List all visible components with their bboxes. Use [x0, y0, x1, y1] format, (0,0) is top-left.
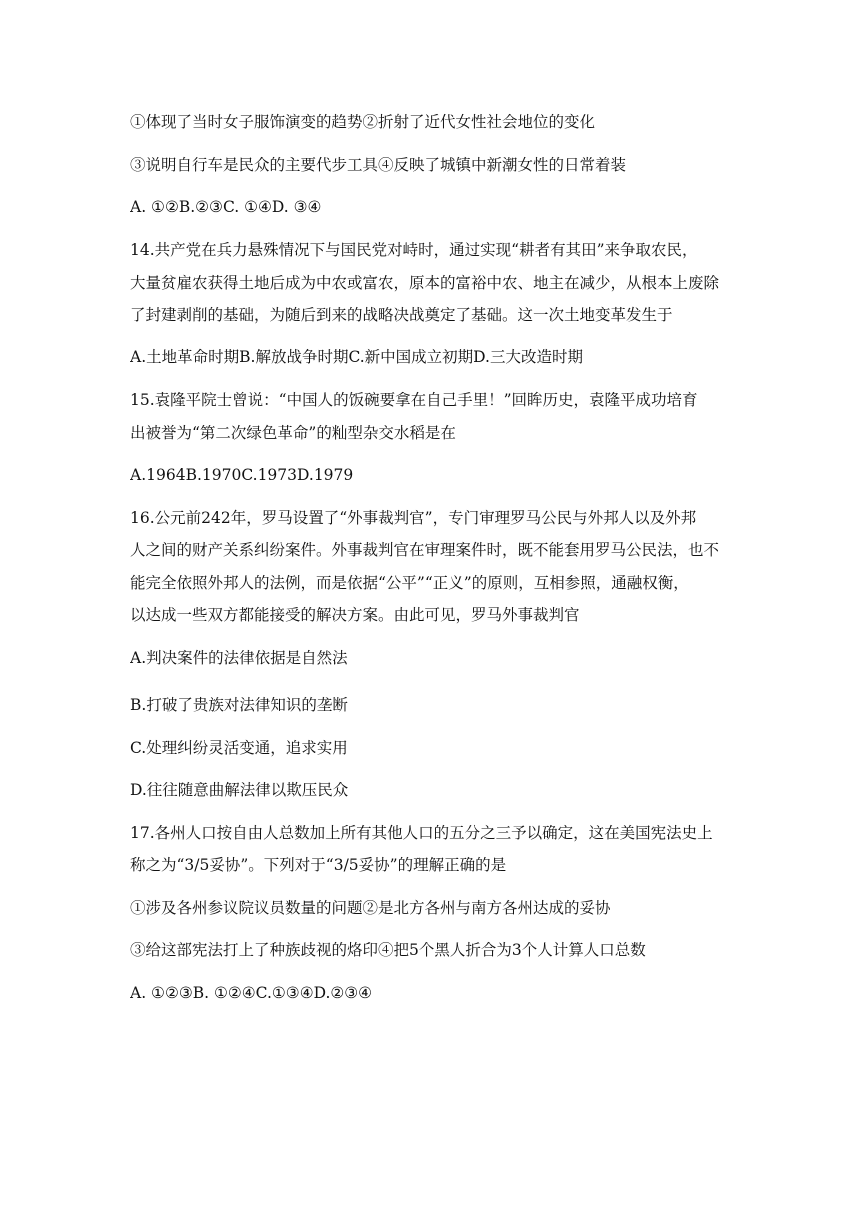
q15-answers: A.1964B.1970C.1973D.1979 — [130, 466, 354, 484]
q17-option-line-2: ③给这部宪法打上了种族歧视的烙印④把5个黑人折合为3个人计算人口总数 — [130, 941, 646, 959]
q14-stem-line-1: 14.共产党在兵力悬殊情况下与国民党对峙时，通过实现“耕者有其田”来争取农民， — [130, 241, 698, 259]
q15-stem-line-1: 15.袁隆平院士曾说：“中国人的饭碗要拿在自己手里！”回眸历史，袁隆平成功培育 — [130, 391, 698, 409]
q13-answers: A. ①②B.②③C. ①④D. ③④ — [130, 198, 322, 216]
q14-stem-line-3: 了封建剥削的基础，为随后到来的战略决战奠定了基础。这一次土地变革发生于 — [130, 306, 673, 324]
q16-option-a: A.判决案件的法律依据是自然法 — [130, 649, 348, 667]
q17-stem-line-2: 称之为“3/5妥协”。下列对于“3/5妥协”的理解正确的是 — [130, 856, 507, 874]
q16-option-d: D.往往随意曲解法律以欺压民众 — [130, 781, 349, 799]
q16-stem-line-4: 以达成一些双方都能接受的解决方案。由此可见，罗马外事裁判官 — [130, 606, 580, 624]
q17-answers: A. ①②③B. ①②④C.①③④D.②③④ — [130, 984, 373, 1002]
q17-stem-line-1: 17.各州人口按自由人总数加上所有其他人口的五分之三予以确定，这在美国宪法史上 — [130, 824, 713, 842]
q16-stem-line-1: 16.公元前242年，罗马设置了“外事裁判官”，专门审理罗马公民与外邦人以及外邦 — [130, 509, 697, 527]
q17-option-line-1: ①涉及各州参议院议员数量的问题②是北方各州与南方各州达成的妥协 — [130, 899, 611, 917]
q16-stem-line-3: 能完全依照外邦人的法例，而是依据“公平”“正义”的原则，互相参照，通融权衡， — [130, 574, 689, 592]
q13-option-line-1: ①体现了当时女子服饰演变的趋势②折射了近代女性社会地位的变化 — [130, 113, 596, 131]
q16-option-b: B.打破了贵族对法律知识的垄断 — [130, 696, 348, 714]
q16-option-c: C.处理纠纷灵活变通，追求实用 — [130, 739, 348, 757]
q13-option-line-2: ③说明自行车是民众的主要代步工具④反映了城镇中新潮女性的日常着装 — [130, 156, 627, 174]
q16-stem-line-2: 人之间的财产关系纠纷案件。外事裁判官在审理案件时，既不能套用罗马公民法，也不 — [130, 541, 720, 559]
q15-stem-line-2: 出被誉为“第二次绿色革命”的籼型杂交水稻是在 — [130, 424, 456, 442]
q14-answers: A.土地革命时期B.解放战争时期C.新中国成立初期D.三大改造时期 — [130, 348, 583, 366]
q14-stem-line-2: 大量贫雇农获得土地后成为中农或富农，原本的富裕中农、地主在减少，从根本上废除 — [130, 274, 720, 292]
